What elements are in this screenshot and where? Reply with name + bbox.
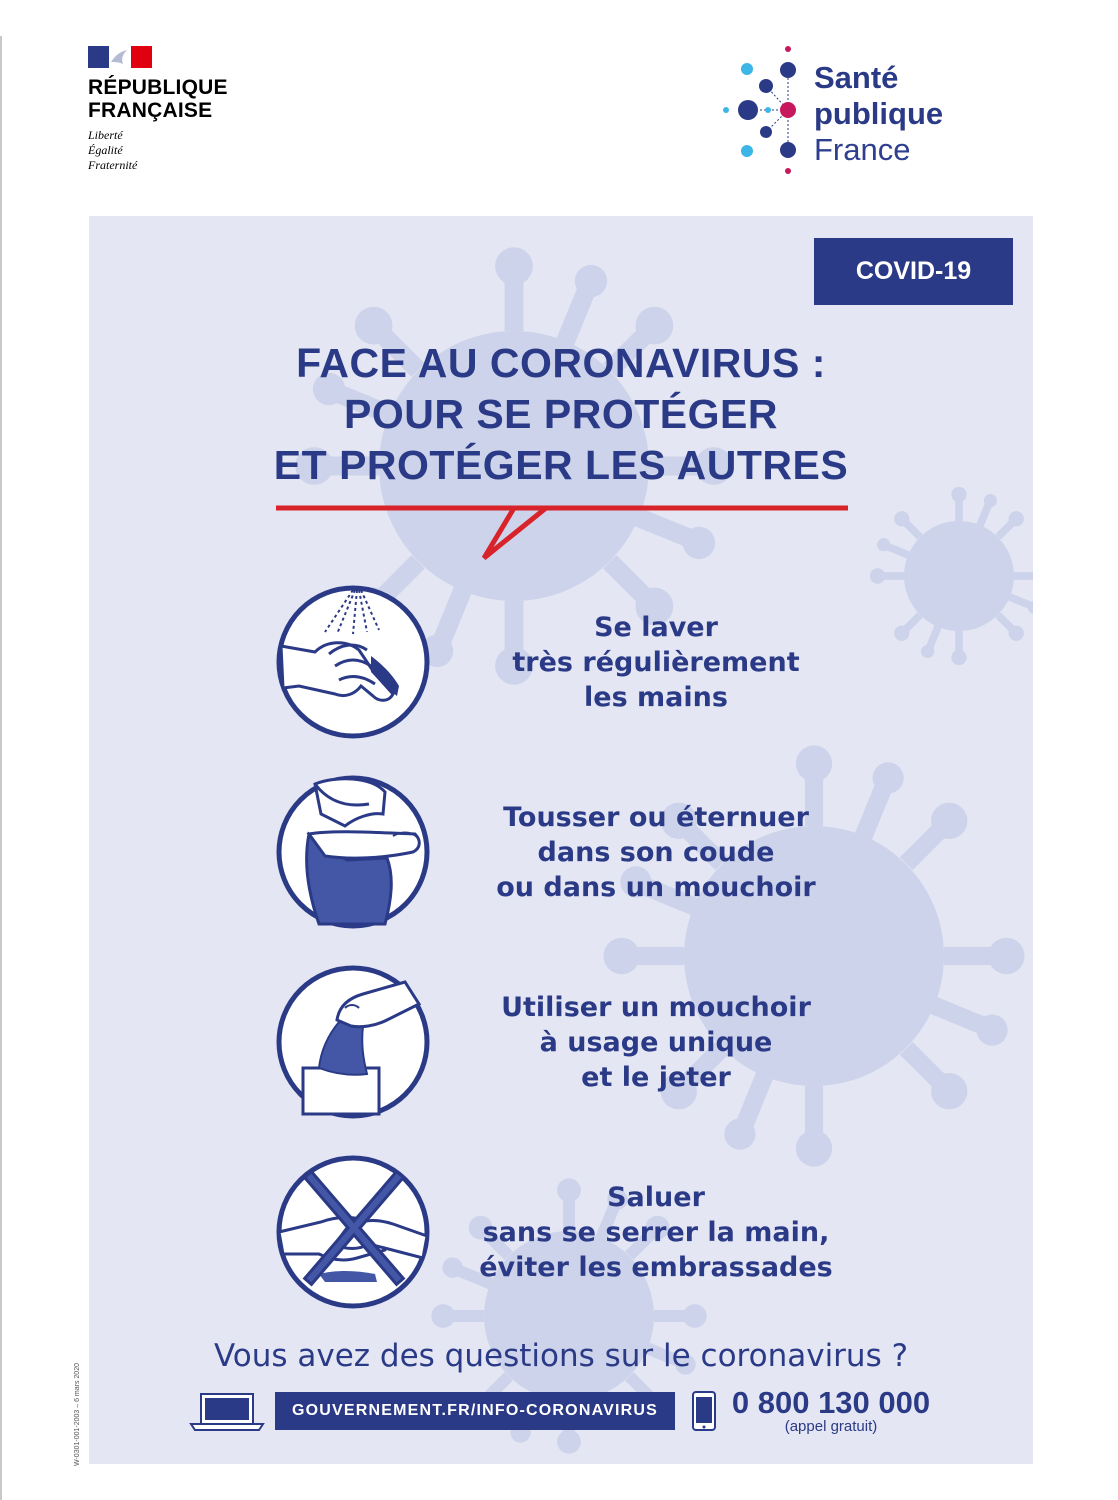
covid-19-badge: COVID-19 [814, 238, 1013, 305]
gesture-1-line-1: Se laver [594, 611, 718, 643]
phone-note: (appel gratuit) [784, 1418, 878, 1435]
poster-panel [89, 216, 1033, 1464]
headline-line-1: FACE AU CORONAVIRUS : [296, 340, 826, 386]
poster-headline [209, 338, 913, 491]
gesture-2-line-3: ou dans un mouchoir [496, 871, 816, 903]
gesture-4-line-1: Saluer [607, 1181, 705, 1213]
headline-line-3: ET PROTÉGER LES AUTRES [273, 442, 849, 488]
francaise-title: FRANÇAISE [88, 99, 213, 122]
gesture-2-text [471, 774, 841, 930]
molecule-logo-icon [722, 44, 812, 176]
gesture-wash-hands [275, 584, 915, 740]
headline-line-2: POUR SE PROTÉGER [343, 391, 778, 437]
page-margin-rule [0, 36, 2, 1500]
republique-title: RÉPUBLIQUE [88, 76, 228, 99]
sante-publique-france-logo [722, 44, 962, 176]
republique-motto [88, 128, 288, 173]
cough-elbow-icon [275, 774, 431, 930]
republique-francaise-logo [88, 46, 288, 173]
info-coronavirus-link[interactable]: GOUVERNEMENT.FR/INFO-CORONAVIRUS [275, 1392, 675, 1430]
gesture-2-line-1: Tousser ou éternuer [503, 801, 809, 833]
spf-line-sante: Santé [814, 60, 899, 95]
gesture-1-text [471, 584, 841, 740]
gesture-3-line-1: Utiliser un mouchoir [501, 991, 811, 1023]
motto-egalite: Égalité [88, 143, 123, 157]
gesture-3-line-3: et le jeter [581, 1061, 731, 1093]
document-reference: W-0301-001-2003 – 6 mars 2020 [74, 1363, 81, 1466]
gesture-4-text [471, 1154, 841, 1310]
gesture-single-use-tissue [275, 964, 915, 1120]
no-handshake-icon [275, 1154, 431, 1310]
motto-liberte: Liberté [88, 128, 123, 142]
gesture-4-line-2: sans se serrer la main, [482, 1216, 830, 1248]
contact-row [89, 1386, 1033, 1446]
french-flag-icon [88, 46, 152, 68]
gesture-1-line-2: très régulièrement [512, 646, 800, 678]
gesture-2-line-2: dans son coude [537, 836, 775, 868]
questions-heading: Vous avez des questions sur le coronavirus ? [213, 1338, 909, 1374]
gesture-4-line-3: éviter les embrassades [479, 1251, 833, 1283]
motto-fraternite: Fraternité [88, 158, 138, 172]
gesture-cough-elbow [275, 774, 915, 930]
sante-publique-france-text [814, 60, 943, 168]
gesture-1-line-3: les mains [584, 681, 728, 713]
hand-washing-icon [275, 584, 431, 740]
gesture-3-text [471, 964, 841, 1120]
phone-number[interactable]: 0 800 130 000 [731, 1385, 931, 1420]
spf-line-publique: publique [814, 96, 944, 131]
speech-bubble-underline [274, 500, 850, 564]
gesture-3-line-2: à usage unique [539, 1026, 773, 1058]
phone-icon [691, 1390, 717, 1432]
tissue-bin-icon [275, 964, 431, 1120]
spf-line-france: France [814, 132, 911, 167]
gesture-no-handshake [275, 1154, 915, 1310]
laptop-icon [189, 1392, 265, 1432]
